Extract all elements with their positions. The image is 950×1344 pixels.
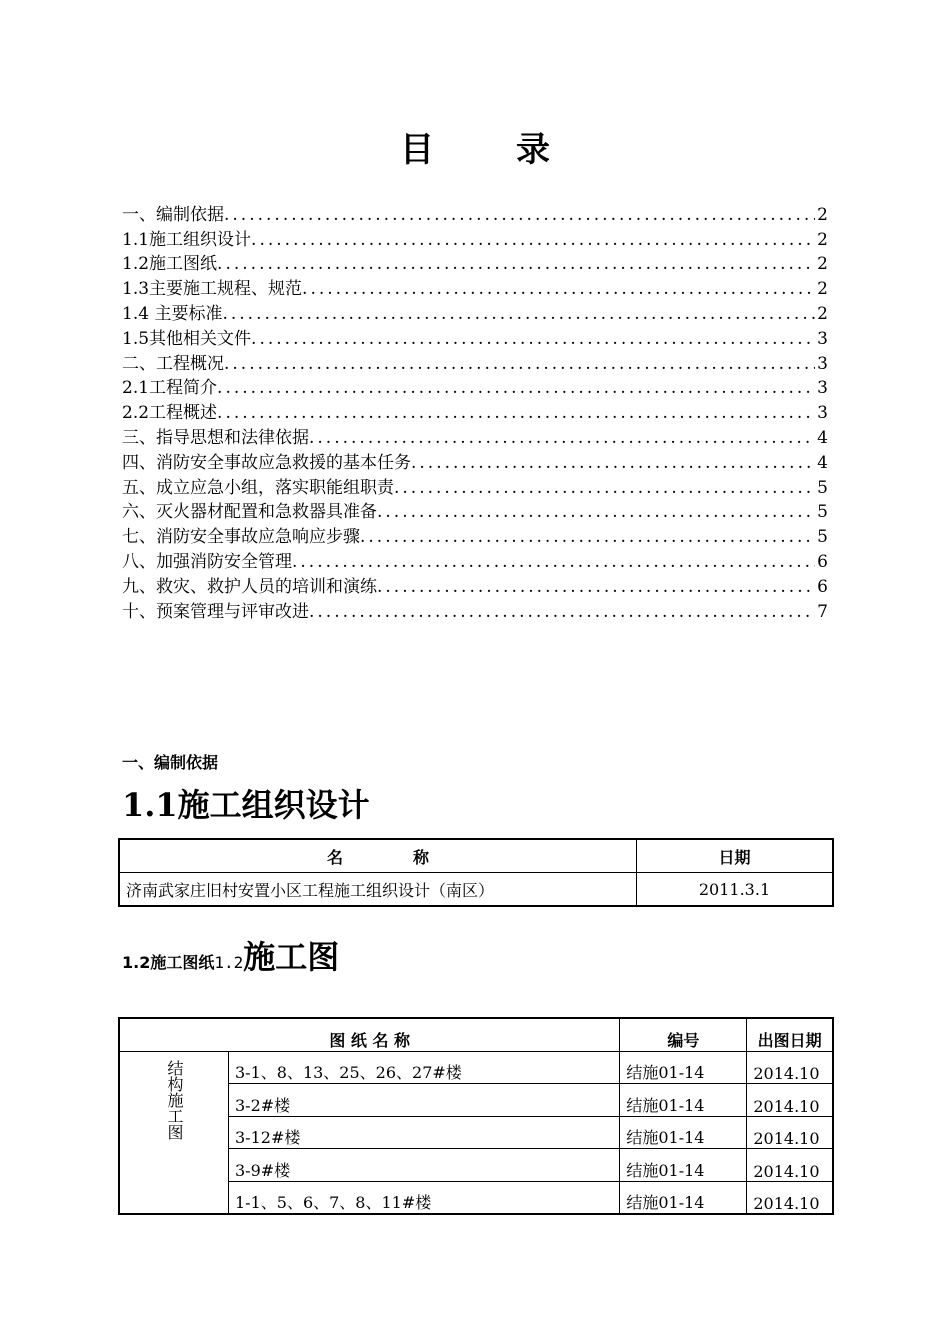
toc-entry[interactable] bbox=[122, 326, 828, 351]
toc-entry[interactable] bbox=[122, 227, 828, 252]
toc-entry[interactable] bbox=[122, 202, 828, 227]
toc-page-number: 4 bbox=[817, 452, 828, 473]
toc-page-number: 4 bbox=[817, 427, 828, 448]
toc-leader-dots bbox=[224, 203, 815, 227]
toc-entry-title: 五、成立应急小组，落实职能组职责 bbox=[122, 477, 394, 498]
toc-entry-title: 六、灭火器材配置和急救器具准备 bbox=[122, 502, 377, 523]
toc-entry[interactable] bbox=[122, 425, 828, 450]
toc-entry-title: 1.5其他相关文件 bbox=[122, 328, 252, 349]
toc-page-number: 5 bbox=[817, 502, 828, 523]
toc-entry[interactable] bbox=[122, 400, 828, 425]
toc-entry-title: 1.3主要施工规程、规范 bbox=[122, 279, 303, 300]
plan-name-cell: 济南武家庄旧村安置小区工程施工组织设计（南区） bbox=[119, 873, 637, 907]
toc-entry[interactable] bbox=[122, 276, 828, 301]
drawing-code-cell: 结施01-14 bbox=[620, 1051, 747, 1084]
toc-leader-dots bbox=[377, 575, 815, 599]
subsection-heading-1-1: 1.1施工组织设计 bbox=[122, 786, 370, 824]
toc-page-number: 6 bbox=[817, 551, 828, 572]
toc-title bbox=[0, 122, 950, 171]
toc-leader-dots bbox=[302, 277, 815, 301]
table-of-contents bbox=[122, 202, 828, 624]
drawing-date-cell: 2014.10 bbox=[747, 1084, 833, 1117]
header-code: 编号 bbox=[620, 1018, 747, 1051]
toc-entry-title: 1.1施工组织设计 bbox=[122, 229, 252, 250]
header-drawing-name: 图 纸 名 称 bbox=[119, 1018, 620, 1051]
header-date: 日期 bbox=[637, 839, 834, 873]
toc-entry[interactable] bbox=[122, 376, 828, 401]
toc-page-number: 5 bbox=[817, 527, 828, 548]
heading-number: 1.2 bbox=[214, 953, 244, 972]
heading-small-text: 1.2施工图纸 bbox=[122, 953, 215, 972]
toc-entry-title: 十、预案管理与评审改进 bbox=[122, 601, 309, 622]
toc-leader-dots bbox=[251, 228, 815, 252]
drawing-name-cell: 3-1、8、13、25、26、27#楼 bbox=[229, 1051, 620, 1084]
drawing-name-cell: 3-2#楼 bbox=[229, 1084, 620, 1117]
toc-entry[interactable] bbox=[122, 524, 828, 549]
toc-leader-dots bbox=[222, 302, 815, 326]
toc-leader-dots bbox=[309, 426, 815, 450]
toc-page-number: 7 bbox=[817, 601, 828, 622]
toc-page-number: 2 bbox=[817, 254, 828, 275]
toc-leader-dots bbox=[217, 252, 815, 276]
table-row bbox=[119, 1051, 833, 1084]
toc-leader-dots bbox=[217, 376, 815, 400]
toc-entry-title: 九、救灾、救护人员的培训和演练 bbox=[122, 576, 377, 597]
toc-leader-dots bbox=[411, 451, 815, 475]
toc-entry[interactable] bbox=[122, 475, 828, 500]
construction-plan-table bbox=[118, 838, 834, 907]
drawing-code-cell: 结施01-14 bbox=[620, 1181, 747, 1214]
toc-leader-dots bbox=[292, 550, 815, 574]
drawing-name-cell: 1-1、5、6、7、8、11#楼 bbox=[229, 1181, 620, 1214]
toc-page-number: 2 bbox=[817, 303, 828, 324]
toc-entry[interactable] bbox=[122, 301, 828, 326]
drawing-name-cell: 3-12#楼 bbox=[229, 1116, 620, 1149]
toc-leader-dots bbox=[251, 327, 815, 351]
drawing-code-cell: 结施01-14 bbox=[620, 1084, 747, 1117]
table-header-row bbox=[119, 1018, 833, 1051]
toc-leader-dots bbox=[309, 600, 815, 624]
category-label: 结构施工图 bbox=[165, 1059, 184, 1140]
toc-entry-title: 2.1工程简介 bbox=[122, 378, 218, 399]
drawing-name-cell: 3-9#楼 bbox=[229, 1149, 620, 1182]
toc-leader-dots bbox=[360, 525, 815, 549]
toc-entry[interactable] bbox=[122, 549, 828, 574]
drawing-code-cell: 结施01-14 bbox=[620, 1116, 747, 1149]
header-name: 名 称 bbox=[119, 839, 637, 873]
drawings-table bbox=[118, 1017, 834, 1215]
toc-entry[interactable] bbox=[122, 574, 828, 599]
toc-entry-title: 八、加强消防安全管理 bbox=[122, 551, 292, 572]
toc-page-number: 3 bbox=[817, 328, 828, 349]
table-row bbox=[119, 873, 833, 907]
toc-entry-title: 1.4 主要标准 bbox=[122, 303, 223, 324]
toc-entry[interactable] bbox=[122, 450, 828, 475]
toc-leader-dots bbox=[224, 352, 815, 376]
toc-entry[interactable] bbox=[122, 599, 828, 624]
toc-entry[interactable] bbox=[122, 351, 828, 376]
toc-page-number: 6 bbox=[817, 576, 828, 597]
plan-date-cell: 2011.3.1 bbox=[637, 873, 834, 907]
drawing-code-cell: 结施01-14 bbox=[620, 1149, 747, 1182]
toc-page-number: 2 bbox=[817, 204, 828, 225]
toc-entry-title: 三、指导思想和法律依据 bbox=[122, 427, 309, 448]
drawing-date-cell: 2014.10 bbox=[747, 1149, 833, 1182]
heading-large-text: 施工图 bbox=[243, 938, 340, 976]
toc-entry-title: 2.2工程概述 bbox=[122, 403, 218, 424]
toc-title-char: 目 bbox=[400, 130, 434, 170]
table-header-row bbox=[119, 839, 833, 873]
category-cell bbox=[119, 1051, 229, 1214]
drawing-date-cell: 2014.10 bbox=[747, 1051, 833, 1084]
toc-entry-title: 四、消防安全事故应急救援的基本任务 bbox=[122, 452, 411, 473]
toc-page-number: 3 bbox=[817, 378, 828, 399]
toc-entry-title: 七、消防安全事故应急响应步骤 bbox=[122, 527, 360, 548]
toc-page-number: 2 bbox=[817, 229, 828, 250]
subsection-heading-1-2 bbox=[122, 932, 339, 978]
toc-entry-title: 一、编制依据 bbox=[122, 204, 224, 225]
header-date: 出图日期 bbox=[747, 1018, 833, 1051]
drawing-date-cell: 2014.10 bbox=[747, 1116, 833, 1149]
toc-title-char: 录 bbox=[516, 130, 550, 170]
section-heading: 一、编制依据 bbox=[122, 753, 219, 772]
toc-leader-dots bbox=[394, 476, 815, 500]
toc-entry-title: 二、工程概况 bbox=[122, 353, 224, 374]
toc-page-number: 2 bbox=[817, 279, 828, 300]
toc-page-number: 5 bbox=[817, 477, 828, 498]
toc-entry[interactable] bbox=[122, 500, 828, 525]
toc-entry[interactable] bbox=[122, 252, 828, 277]
toc-leader-dots bbox=[217, 401, 815, 425]
drawing-date-cell: 2014.10 bbox=[747, 1181, 833, 1214]
toc-leader-dots bbox=[377, 500, 815, 524]
toc-entry-title: 1.2施工图纸 bbox=[122, 254, 218, 275]
toc-page-number: 3 bbox=[817, 403, 828, 424]
toc-page-number: 3 bbox=[817, 353, 828, 374]
